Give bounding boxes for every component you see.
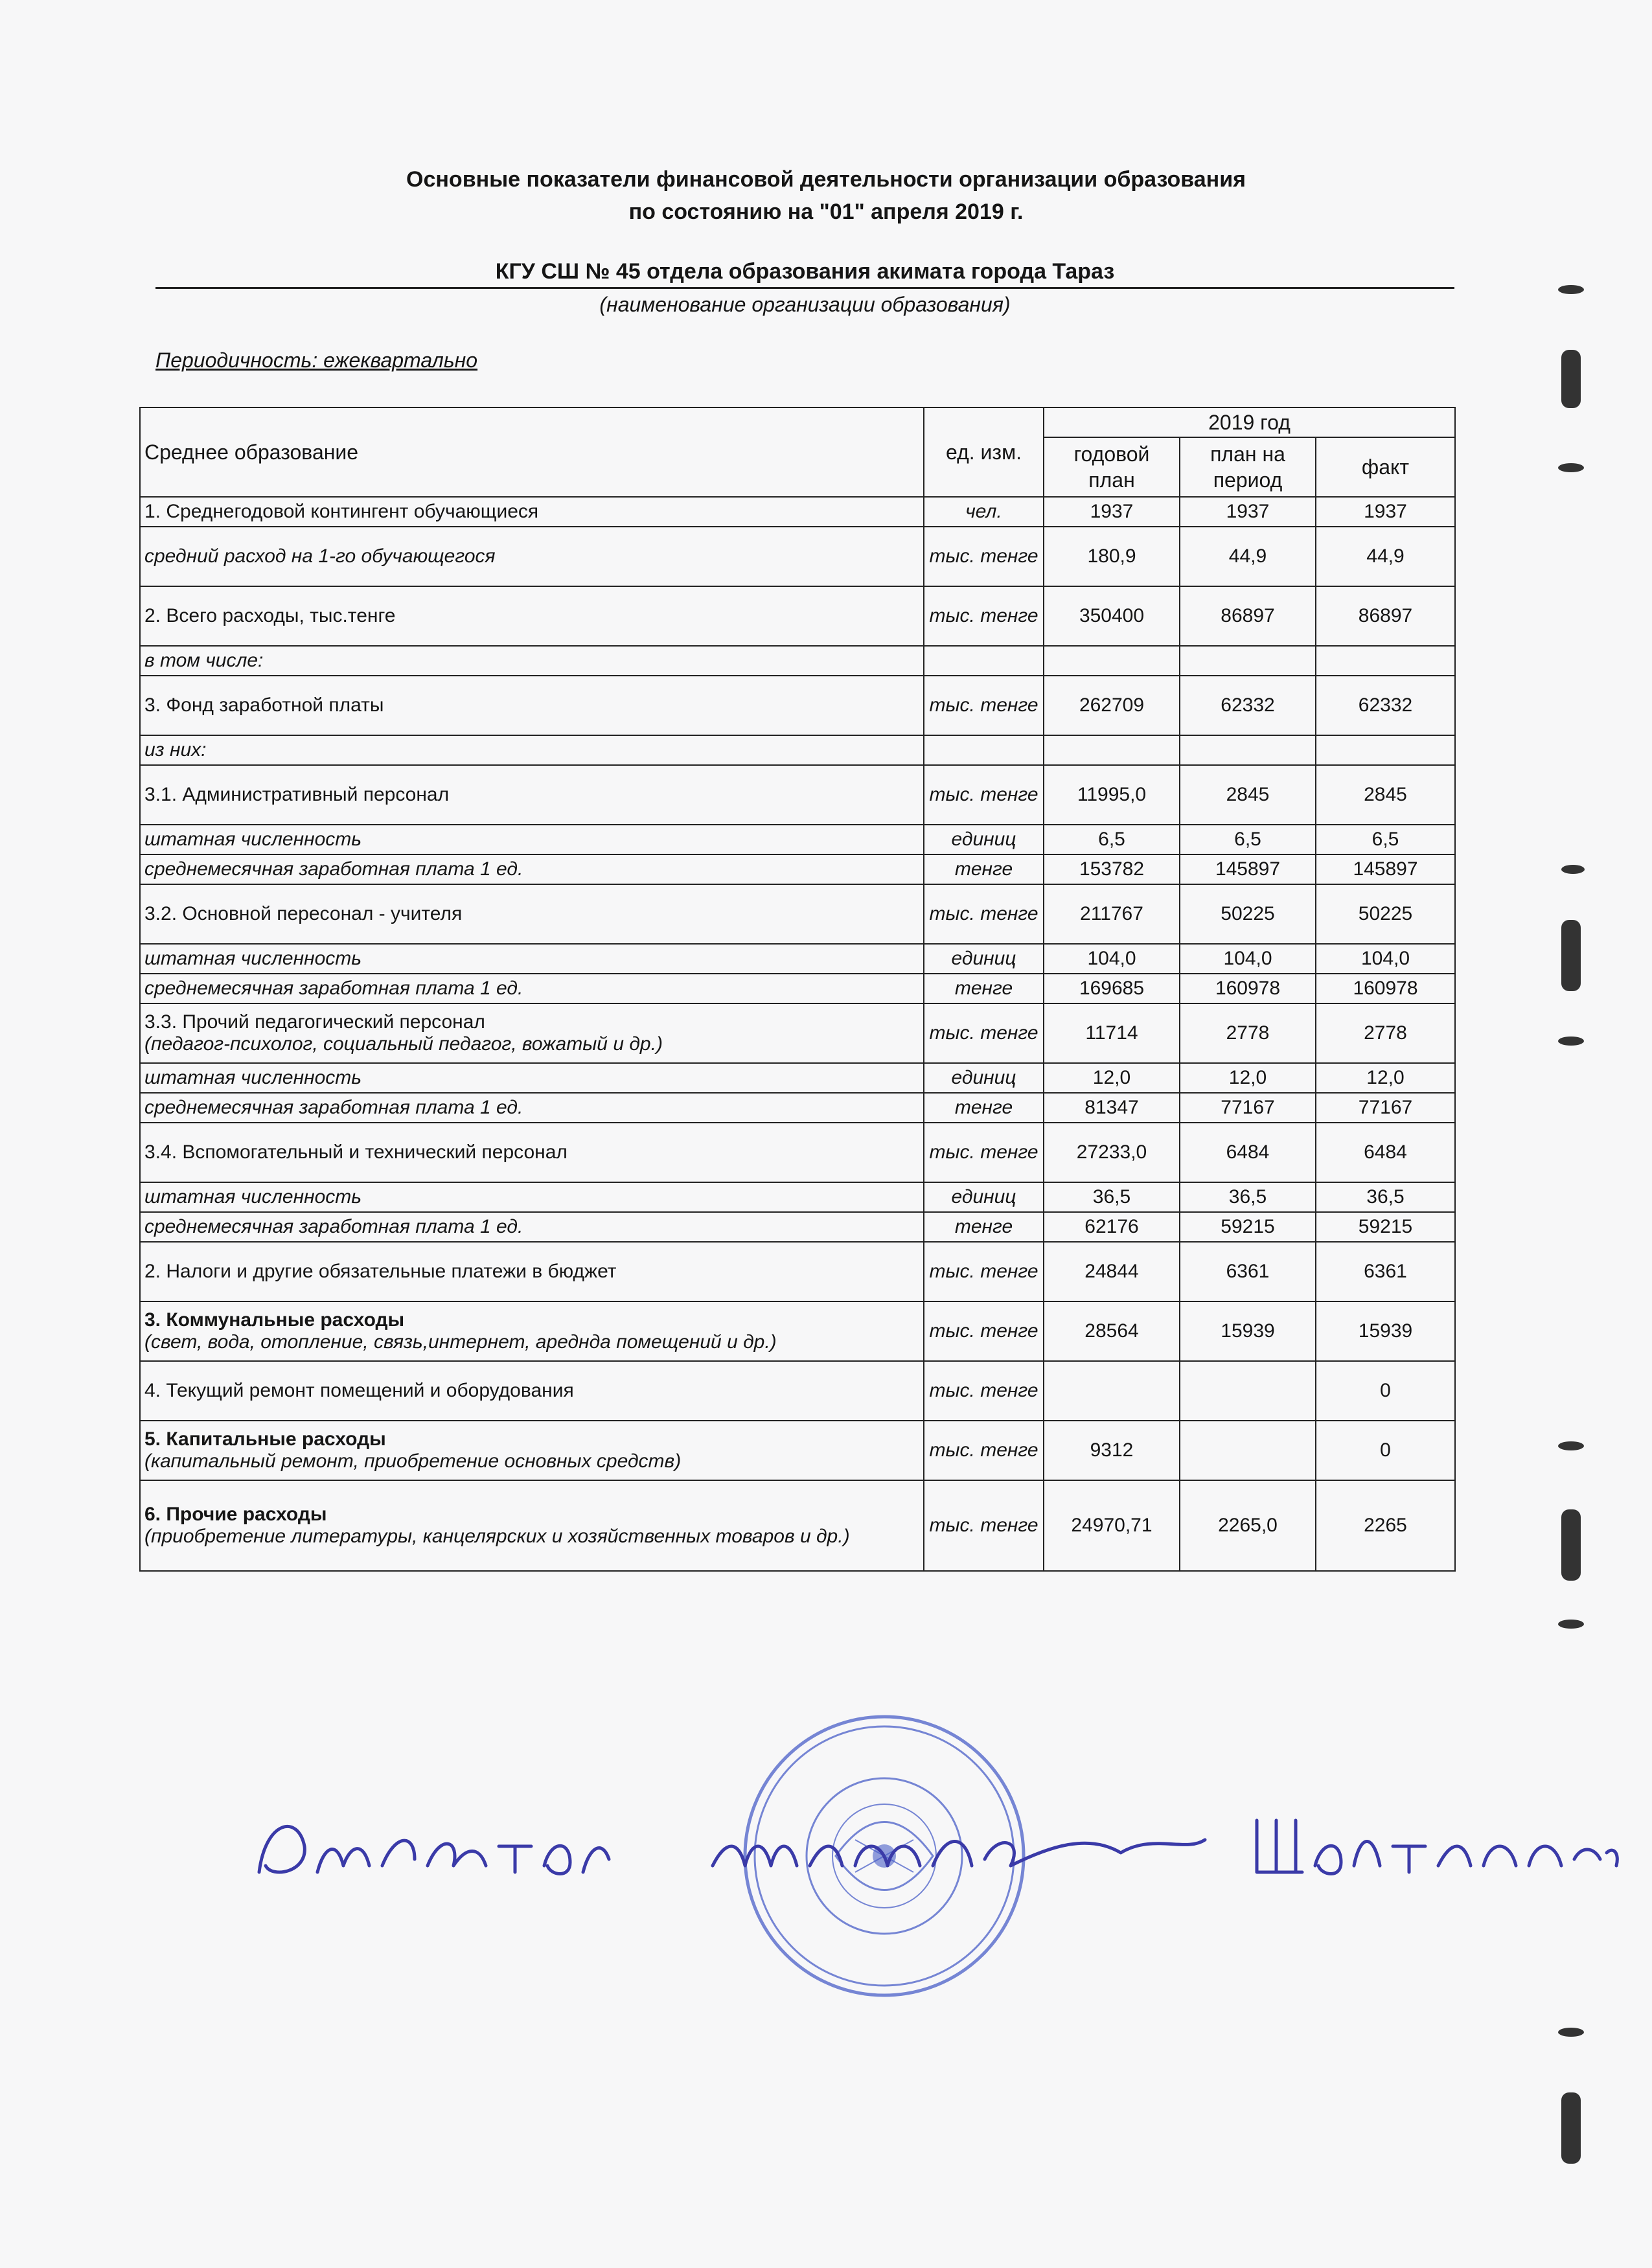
row-label: среднемесячная заработная плата 1 ед. [140,1212,924,1242]
table-row [140,527,1455,586]
row-unit [924,735,1044,765]
table-row [140,1182,1455,1212]
scan-mark [1558,285,1584,294]
row-annual: 180,9 [1044,527,1180,586]
row-period: 77167 [1180,1093,1316,1123]
scan-mark [1561,1509,1581,1581]
table-row [140,1361,1455,1421]
row-unit: единиц [924,825,1044,854]
scan-mark [1561,920,1581,991]
row-label-cell [140,1301,924,1361]
row-fact: 145897 [1316,854,1455,884]
row-fact: 2778 [1316,1003,1455,1063]
row-fact: 59215 [1316,1212,1455,1242]
row-annual [1044,1361,1180,1421]
row-fact: 104,0 [1316,944,1455,974]
row-period: 15939 [1180,1301,1316,1361]
row-label: 2. Налоги и другие обязательные платежи в бюджет [140,1242,924,1301]
row-label-cell [140,1480,924,1571]
organization-underline [155,287,1454,289]
row-label: 3.3. Прочий педагогический персонал [144,1011,485,1033]
row-annual: 11714 [1044,1003,1180,1063]
row-annual: 153782 [1044,854,1180,884]
table-row [140,1003,1455,1063]
row-annual: 6,5 [1044,825,1180,854]
row-unit: тыс. тенге [924,1242,1044,1301]
row-unit: тенге [924,1093,1044,1123]
row-period: 6,5 [1180,825,1316,854]
row-label: 3.2. Основной пересонал - учителя [140,884,924,944]
row-fact: 1937 [1316,497,1455,527]
row-period: 104,0 [1180,944,1316,974]
row-sublabel: (капитальный ремонт, приобретение основных средств) [144,1450,682,1472]
row-period: 44,9 [1180,527,1316,586]
row-period: 2845 [1180,765,1316,825]
table-row [140,1242,1455,1301]
row-fact: 160978 [1316,974,1455,1003]
row-fact: 86897 [1316,586,1455,646]
table-row [140,1301,1455,1361]
row-unit: единиц [924,944,1044,974]
row-annual: 1937 [1044,497,1180,527]
header-unit: ед. изм. [924,407,1044,497]
row-label: средний расход на 1-го обучающегося [140,527,924,586]
row-unit: тыс. тенге [924,765,1044,825]
scan-mark [1561,350,1581,408]
row-unit: тыс. тенге [924,1003,1044,1063]
row-sublabel: (приобретение литературы, канцелярских и хозяйственных товаров и др.) [144,1526,850,1547]
scan-mark [1558,1441,1584,1450]
row-label: 3.4. Вспомогательный и технический персонал [140,1123,924,1182]
row-annual: 24844 [1044,1242,1180,1301]
row-unit: тенге [924,974,1044,1003]
header-period-plan: план на период [1180,437,1316,497]
row-label: среднемесячная заработная плата 1 ед. [140,974,924,1003]
row-period: 160978 [1180,974,1316,1003]
row-label: среднемесячная заработная плата 1 ед. [140,1093,924,1123]
row-fact: 15939 [1316,1301,1455,1361]
row-annual: 211767 [1044,884,1180,944]
row-period [1180,646,1316,676]
row-annual: 24970,71 [1044,1480,1180,1571]
organization-caption: (наименование организации образования) [599,293,1011,316]
row-period: 6361 [1180,1242,1316,1301]
row-unit: тыс. тенге [924,586,1044,646]
row-unit: тыс. тенге [924,1421,1044,1480]
row-period [1180,1421,1316,1480]
header-fact: факт [1316,437,1455,497]
row-fact: 77167 [1316,1093,1455,1123]
row-period: 145897 [1180,854,1316,884]
row-annual: 36,5 [1044,1182,1180,1212]
row-label-cell [140,1421,924,1480]
row-unit [924,646,1044,676]
row-label: 3. Фонд заработной платы [140,676,924,735]
row-annual: 62176 [1044,1212,1180,1242]
table-row [140,676,1455,735]
row-unit: тыс. тенге [924,1361,1044,1421]
row-fact: 0 [1316,1421,1455,1480]
row-unit: тыс. тенге [924,527,1044,586]
row-annual: 11995,0 [1044,765,1180,825]
table-row [140,1212,1455,1242]
row-fact: 12,0 [1316,1063,1455,1093]
row-fact [1316,646,1455,676]
row-period [1180,735,1316,765]
table-row [140,884,1455,944]
table-row [140,1093,1455,1123]
row-period: 1937 [1180,497,1316,527]
row-unit: тыс. тенге [924,676,1044,735]
table-row [140,944,1455,974]
row-label: 2. Всего расходы, тыс.тенге [140,586,924,646]
row-label: штатная численность [140,825,924,854]
row-period: 12,0 [1180,1063,1316,1093]
row-sublabel: (свет, вода, отопление, связь,интернет, аредндa помещений и др.) [144,1331,777,1353]
organization-name: КГУ СШ № 45 отдела образования акимата города Тараз [495,259,1115,284]
row-period: 50225 [1180,884,1316,944]
row-annual: 28564 [1044,1301,1180,1361]
row-label: штатная численность [140,944,924,974]
header-year: 2019 год [1044,407,1455,437]
table-row [140,646,1455,676]
header-main: Среднее образование [140,407,924,497]
table-row [140,854,1455,884]
table-row [140,974,1455,1003]
row-label: в том числе: [140,646,924,676]
table-row [140,765,1455,825]
row-unit: единиц [924,1063,1044,1093]
row-fact: 6361 [1316,1242,1455,1301]
row-annual [1044,646,1180,676]
row-annual: 169685 [1044,974,1180,1003]
scan-mark [1561,865,1585,874]
header-annual-plan: годовой план [1044,437,1180,497]
row-label: штатная численность [140,1063,924,1093]
row-label: 5. Капитальные расходы [144,1428,386,1450]
row-label: 6. Прочие расходы [144,1504,327,1525]
scan-mark [1558,2028,1584,2037]
row-label: 3. Коммунальные расходы [144,1309,405,1331]
row-unit: чел. [924,497,1044,527]
row-period: 2265,0 [1180,1480,1316,1571]
row-fact: 50225 [1316,884,1455,944]
row-unit: тыс. тенге [924,1301,1044,1361]
row-label: 3.1. Административный персонал [140,765,924,825]
financial-indicators-table [139,407,1456,1572]
row-fact [1316,735,1455,765]
row-unit: тыс. тенге [924,1480,1044,1571]
table-row [140,825,1455,854]
row-label: штатная численность [140,1182,924,1212]
row-fact: 6,5 [1316,825,1455,854]
row-unit: тенге [924,854,1044,884]
row-period [1180,1361,1316,1421]
scan-mark [1561,2092,1581,2164]
row-annual: 104,0 [1044,944,1180,974]
row-period: 62332 [1180,676,1316,735]
row-annual: 81347 [1044,1093,1180,1123]
row-annual [1044,735,1180,765]
row-unit: единиц [924,1182,1044,1212]
row-fact: 44,9 [1316,527,1455,586]
row-annual: 12,0 [1044,1063,1180,1093]
row-sublabel: (педагог-психолог, социальный педагог, вожатый и др.) [144,1033,663,1055]
table-row [140,1123,1455,1182]
row-unit: тенге [924,1212,1044,1242]
report-title-line2: по состоянию на "01" апреля 2019 г. [628,200,1024,224]
row-label: 1. Среднегодовой контингент обучающиеся [140,497,924,527]
row-label: 4. Текущий ремонт помещений и оборудования [140,1361,924,1421]
table-row [140,1063,1455,1093]
row-period: 36,5 [1180,1182,1316,1212]
row-period: 59215 [1180,1212,1316,1242]
row-fact: 6484 [1316,1123,1455,1182]
row-fact: 36,5 [1316,1182,1455,1212]
row-period: 86897 [1180,586,1316,646]
row-fact: 62332 [1316,676,1455,735]
row-annual: 9312 [1044,1421,1180,1480]
row-period: 6484 [1180,1123,1316,1182]
row-fact: 0 [1316,1361,1455,1421]
row-annual: 350400 [1044,586,1180,646]
row-label-cell [140,1003,924,1063]
row-period: 2778 [1180,1003,1316,1063]
row-fact: 2265 [1316,1480,1455,1571]
table-row [140,735,1455,765]
row-unit: тыс. тенге [924,1123,1044,1182]
table-row [140,1480,1455,1571]
table-row [140,1421,1455,1480]
table-row [140,497,1455,527]
row-label: среднемесячная заработная плата 1 ед. [140,854,924,884]
row-fact: 2845 [1316,765,1455,825]
row-annual: 262709 [1044,676,1180,735]
row-label: из них: [140,735,924,765]
report-title-line1: Основные показатели финансовой деятельности организации образования [406,167,1246,192]
row-annual: 27233,0 [1044,1123,1180,1182]
scan-mark [1558,463,1584,472]
row-unit: тыс. тенге [924,884,1044,944]
periodicity-note: Периодичность: ежеквартально [155,349,478,372]
scan-mark [1558,1037,1584,1046]
table-row [140,586,1455,646]
director-signature [246,1794,1626,1898]
scan-mark [1558,1620,1584,1629]
